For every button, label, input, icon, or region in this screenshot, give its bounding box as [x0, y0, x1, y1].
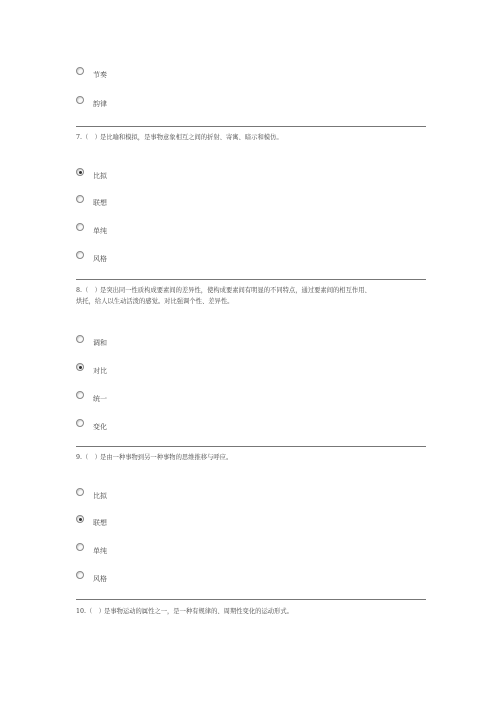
option-label: 比拟	[93, 492, 107, 500]
option-row[interactable]	[76, 169, 107, 183]
option-row[interactable]	[76, 364, 107, 378]
radio-button[interactable]	[76, 488, 84, 496]
divider	[76, 599, 426, 600]
option-row[interactable]	[76, 544, 107, 558]
option-label: 韵律	[93, 100, 107, 108]
radio-button[interactable]	[76, 419, 84, 427]
answer-blank: （ ）	[82, 454, 101, 461]
option-label: 变化	[93, 423, 107, 431]
divider	[76, 126, 426, 127]
question-number: 10.	[76, 608, 87, 615]
divider	[76, 279, 426, 280]
option-row[interactable]	[76, 97, 107, 111]
question-8	[76, 285, 416, 307]
option-label: 单纯	[93, 227, 107, 235]
radio-button[interactable]	[76, 543, 84, 551]
question-9	[76, 452, 416, 463]
option-label: 联想	[93, 199, 107, 207]
radio-button[interactable]	[76, 195, 84, 203]
option-row[interactable]	[76, 420, 107, 434]
radio-button[interactable]	[76, 67, 84, 75]
option-row[interactable]	[76, 572, 107, 586]
question-number: 7.	[76, 134, 83, 141]
option-row[interactable]	[76, 392, 107, 406]
radio-button[interactable]	[76, 96, 84, 104]
answer-blank: （ ）	[82, 287, 101, 294]
option-row[interactable]	[76, 196, 107, 210]
radio-button[interactable]	[76, 571, 84, 579]
radio-button[interactable]	[76, 335, 84, 343]
question-text-line-2: 烘托，给人以生动活泼的感觉。对比强调个性、差异性。	[76, 298, 234, 305]
option-row[interactable]	[76, 224, 107, 238]
question-text-line-1: 是突出同一性质构成要素间的差异性，使构成要素间有明显的不同特点，通过要素间的相互作用、	[100, 287, 371, 294]
option-label: 风格	[93, 575, 107, 583]
question-text: 是比喻和模拟，是事物意象相互之间的折射、寄寓、暗示和模仿。	[100, 134, 283, 141]
radio-button-checked[interactable]	[76, 168, 84, 176]
radio-button-checked[interactable]	[76, 515, 84, 523]
option-label: 统一	[93, 395, 107, 403]
option-label: 节奏	[93, 71, 107, 79]
option-label: 单纯	[93, 547, 107, 555]
option-label: 联想	[93, 519, 107, 527]
radio-button[interactable]	[76, 391, 84, 399]
question-text: 是事物运动的属性之一，是一种有规律的、周期性变化的运动形式。	[104, 608, 293, 615]
answer-blank: （ ）	[82, 134, 101, 141]
option-row[interactable]	[76, 252, 107, 266]
radio-button-checked[interactable]	[76, 363, 84, 371]
radio-button[interactable]	[76, 223, 84, 231]
divider	[76, 446, 426, 447]
option-label: 风格	[93, 255, 107, 263]
option-row[interactable]	[76, 489, 107, 503]
question-number: 8.	[76, 287, 83, 294]
answer-blank: （ ）	[86, 608, 105, 615]
option-label: 调和	[93, 339, 107, 347]
option-row[interactable]	[76, 68, 107, 82]
option-label: 比拟	[93, 172, 107, 180]
option-row[interactable]	[76, 336, 107, 350]
question-7	[76, 132, 416, 143]
option-label: 对比	[93, 367, 107, 375]
question-10	[76, 606, 416, 617]
question-number: 9.	[76, 454, 83, 461]
option-row[interactable]	[76, 516, 107, 530]
question-text: 是由一种事物到另一种事物的思维推移与呼应。	[100, 454, 233, 461]
radio-button[interactable]	[76, 251, 84, 259]
